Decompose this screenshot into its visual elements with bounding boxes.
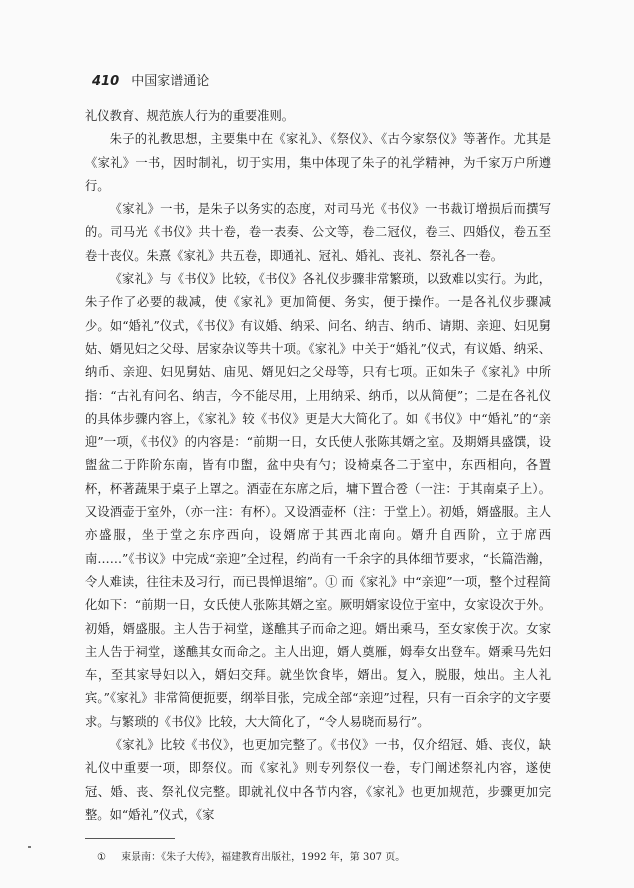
- footnote: [97, 848, 405, 863]
- paragraph: 礼仪教育、规范族人行为的重要准则。: [85, 109, 295, 123]
- footnote-text: 束景南：《朱子大传》，福建教育出版社，1992 年，第 307 页。: [121, 852, 406, 863]
- running-header: [92, 70, 209, 89]
- paragraph: 朱子的礼教思想，主要集中在《家礼》、《祭仪》、《古今家祭仪》等著作。尤其是《家礼》一书，因时制礼，切于实用，集中体现了朱子的礼学精神，为千家万户所遵行。: [85, 132, 551, 193]
- paragraph: 《家礼》一书，是朱子以务实的态度，对司马光《书仪》一书裁订增损后而撰写的。司马光《书仪》共十卷，卷一表奏、公文等，卷二冠仪，卷三、四婚仪，卷五至卷十丧仪。朱熹《家礼》共五卷，即通礼、冠礼、婚礼、丧礼、祭礼各一卷。: [85, 202, 551, 263]
- book-title: 中国家谱通论: [131, 74, 210, 89]
- footnote-mark: ①: [97, 852, 106, 863]
- main-text: [85, 105, 551, 827]
- scan-speck: [28, 846, 31, 848]
- page-number: 410: [92, 74, 120, 89]
- footnote-rule: [85, 838, 175, 839]
- paragraph: 《家礼》比较《书仪》，也更加完整了。《书仪》一书，仅介绍冠、婚、丧仪，缺礼仪中重要一项，即祭仪。而《家礼》则专列祭仪一卷，专门阐述祭礼内容，遂使冠、婚、丧、祭礼仪完整。即就礼仪中各节内容，《家礼》也更加规范，步骤更加完整。如“婚礼”仪式，《家: [85, 738, 551, 822]
- paragraph: 《家礼》与《书仪》比较，《书仪》各礼仪步骤非常繁琐，以致难以实行。为此，朱子作了必要的裁减，使《家礼》更加简便、务实，便于操作。一是各礼仪步骤减少。如“婚礼”仪式，《书仪》有议婚、纳采、问名、纳吉、纳币、请期、亲迎、妇见舅姑、婿见妇之父母、居家杂议等共十项。《家礼》中关于“婚礼”仪式，有议婚、纳采、纳币、亲迎、妇见舅姑、庙见、婿见妇之父母等，只有七项。正如朱子《家礼》中所指：“古礼有问名、纳吉，今不能尽用，上用纳采、纳币，以从简便”；二是在各礼仪的具体步骤内容上，《家礼》较《书仪》更是大大简化了。如《书仪》中“婚礼”的“亲迎”一项，《书仪》的内容是：“前期一日，女氏使人张陈其婿之室。及期婿具盛馔，设盥盆二于阼阶东南，皆有巾盥，盆中央有勺；设椅桌各二于室中，东西相向，各置杯，杯著蔬果于桌子上罩之。酒壶在东席之后，墉下置合卺（一注：于其南桌子上）。又设酒壶于室外，（亦一注：有杯）。又设酒壶杯（注：于堂上）。初婚，婿盛服。主人亦盛服，坐于堂之东序西向，设婿席于其西北南向。婿升自西阶，立于席西南……”《书议》中完成“亲迎”全过程，约尚有一千余字的具体细节要求，“长篇浩瀚，令人难读，往往未及习行，而已畏惮退缩”。① 而《家礼》中“亲迎”一项，整个过程简化如下：“前期一日，女氏使人张陈其婿之室。厥明婿家设位于室中，女家设次于外。初婚，婿盛服。主人告于祠堂，遂醮其子而命之迎。婿出乘马，至女家俟于次。女家主人告于祠堂，遂醮其女而命之。主人出迎，婿人奠雁，姆奉女出登车。婿乘马先妇车，至其家导妇以入，婿妇交拜。就坐饮食毕，婿出。复入，脱服，烛出。主人礼宾。”《家礼》非常简便扼要，纲举目张，完成全部“亲迎”过程，只有一百余字的文字要求。与繁琐的《书仪》比较，大大简化了，“令人易晓而易行”。: [85, 272, 551, 729]
